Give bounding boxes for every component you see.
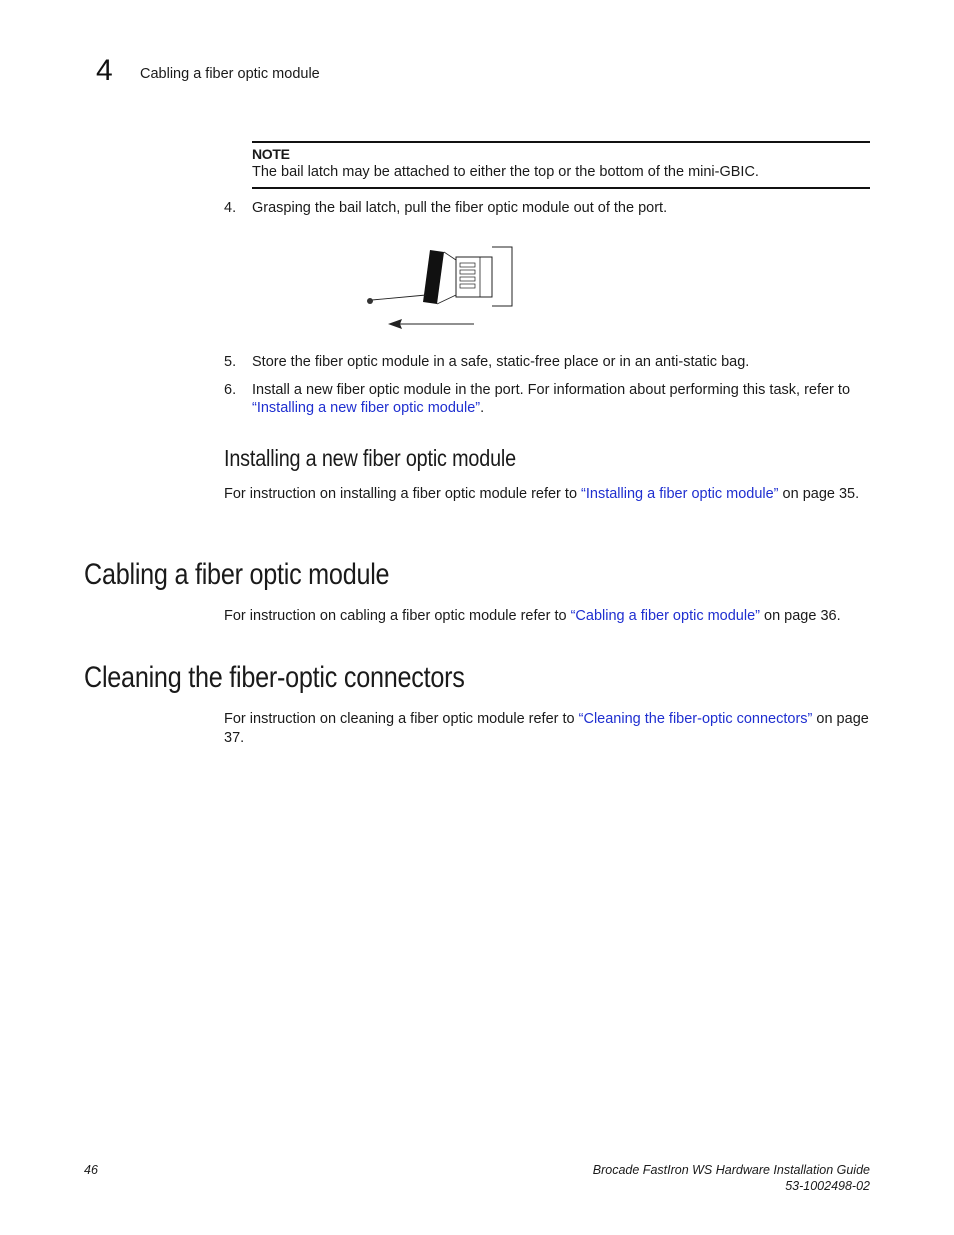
step-text bbox=[252, 381, 870, 417]
running-title: Cabling a fiber optic module bbox=[140, 66, 320, 82]
cabling-module-link[interactable]: “Cabling a fiber optic module” bbox=[570, 608, 760, 624]
module-removal-illustration bbox=[360, 240, 520, 335]
step-text: Grasping the bail latch, pull the fiber optic module out of the port. bbox=[252, 200, 668, 216]
section-heading-installing: Installing a new fiber optic module bbox=[224, 445, 516, 471]
cabling-paragraph bbox=[224, 607, 870, 626]
cleaning-paragraph bbox=[224, 710, 870, 748]
installing-module-link[interactable]: “Installing a fiber optic module” bbox=[581, 486, 779, 502]
document-number: 53-1002498-02 bbox=[785, 1179, 870, 1193]
page-number: 46 bbox=[84, 1163, 98, 1177]
step-number: 4. bbox=[224, 200, 237, 216]
note-label: NOTE bbox=[252, 146, 290, 162]
installing-paragraph bbox=[224, 485, 870, 504]
note-box bbox=[252, 141, 870, 189]
paragraph-text: on page 37. bbox=[224, 711, 869, 746]
step-number: 6. bbox=[224, 382, 237, 398]
section-heading-cleaning: Cleaning the fiber-optic connectors bbox=[84, 661, 465, 694]
chapter-number: 4 bbox=[96, 54, 113, 87]
paragraph-text: For instruction on installing a fiber optic module refer to bbox=[224, 486, 582, 502]
section-heading-cabling: Cabling a fiber optic module bbox=[84, 558, 390, 591]
paragraph-text: on page 35. bbox=[778, 486, 860, 502]
cleaning-connectors-link[interactable]: “Cleaning the fiber-optic connectors” bbox=[578, 711, 813, 727]
step-number: 5. bbox=[224, 354, 237, 370]
book-title: Brocade FastIron WS Hardware Installation Guide bbox=[592, 1163, 870, 1177]
installing-new-module-link[interactable]: “Installing a new fiber optic module” bbox=[252, 400, 481, 416]
note-text: The bail latch may be attached to either the top or the bottom of the mini-GBIC. bbox=[252, 164, 759, 180]
paragraph-text: For instruction on cleaning a fiber optic module refer to bbox=[224, 711, 579, 727]
paragraph-text: on page 36. bbox=[759, 608, 841, 624]
step-text-part: Install a new fiber optic module in the port. For information about performing this task, refer to bbox=[252, 382, 851, 398]
step-text-part: . bbox=[480, 400, 485, 416]
paragraph-text: For instruction on cabling a fiber optic module refer to bbox=[224, 608, 571, 624]
step-text: Store the fiber optic module in a safe, static-free place or in an anti-static bag. bbox=[252, 354, 750, 370]
